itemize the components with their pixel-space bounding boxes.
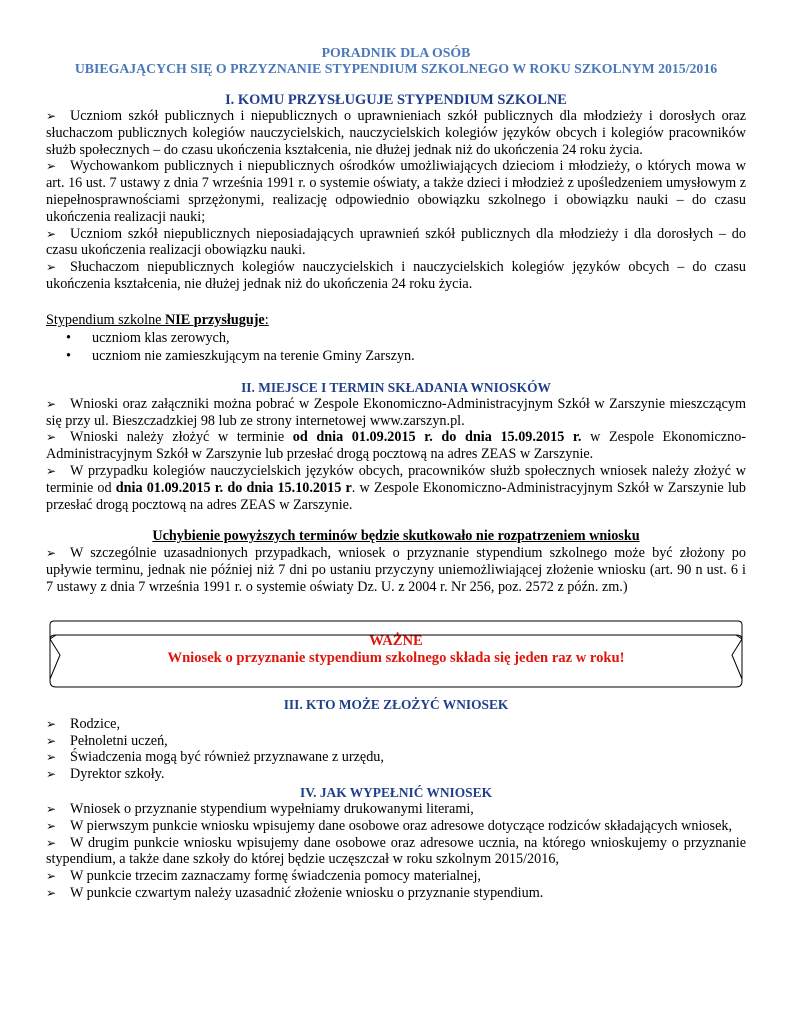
section4-heading: IV. JAK WYPEŁNIĆ WNIOSEK bbox=[300, 784, 492, 800]
arrow-bullet-icon: ➢ bbox=[46, 835, 57, 850]
list-item: ➢ W szczególnie uzasadnionych przypadkach, wniosek o przyznanie stypendium szkolnego może być złożony po upływie terminu, jednak nie później niż 7 dni po ustaniu przyczyny uniemożliwiającej złożenie wniosku (art. 90 n ust. 6 i 7 ustawy z dnia 7 września 1991 r. o systemie oświaty Dz. U. z 2004 r. Nr 256, poz. 2572 z późn. zm.) bbox=[46, 545, 746, 595]
arrow-bullet-icon: ➢ bbox=[46, 463, 57, 478]
arrow-bullet-icon: ➢ bbox=[46, 396, 57, 411]
banner-text bbox=[48, 633, 744, 667]
section1-heading: I. KOMU PRZYSŁUGUJE STYPENDIUM SZKOLNE bbox=[225, 92, 567, 108]
list-item: ➢ Rodzice, bbox=[46, 715, 121, 732]
list-item: • uczniom nie zamieszkującym na terenie Gminy Zarszyn. bbox=[66, 347, 415, 364]
arrow-bullet-icon: ➢ bbox=[46, 546, 57, 561]
list-item: ➢ Wnioski oraz załączniki można pobrać w Zespole Ekonomiczno-Administracyjnym Szkół w Zarszynie mieszczącym się przy ul. Bieszczadzkiej 98 lub ze strony internetowej www.zarszyn.pl. bbox=[46, 395, 746, 429]
arrow-bullet-icon: ➢ bbox=[46, 767, 57, 782]
arrow-bullet-icon: ➢ bbox=[46, 159, 57, 174]
list-item: ➢ Uczniom szkół publicznych i niepublicznych o uprawnieniach szkół publicznych dla młodzieży i dorosłych oraz słuchaczom publicznych kolegiów nauczycielskich, nauczycielskich kolegiów języków obcych i kolegiów pracowników służb społecznych – do czasu ukończenia kształcenia, nie dłużej jednak niż do ukończenia 24 roku życia. bbox=[46, 108, 746, 158]
list-item: ➢ Wniosek o przyznanie stypendium wypełniamy drukowanymi literami, bbox=[46, 800, 474, 817]
section4-list bbox=[46, 801, 746, 902]
doc-title-line1: PORADNIK DLA OSÓB bbox=[321, 45, 471, 60]
list-item: ➢ Wychowankom publicznych i niepublicznych ośrodków umożliwiających dzieciom i młodzieży, o których mowa w art. 16 ust. 7 ustawy z dnia 7 września 1991 r. o systemie oświaty, a także dzieci i młodzież z upośledzeniem umysłowym z niepełnosprawnościami sprzężonymi, realizację odpowiednio obowiązku szkolnego i obowiązku nauki – do czasu ukończenia realizacji nauki; bbox=[46, 158, 746, 225]
document-page bbox=[46, 0, 746, 902]
list-item: ➢ Uczniom szkół niepublicznych nieposiadających uprawnień szkół publicznych dla młodzieży i dla dorosłych – do czasu ukończenia realizacji obowiązku nauki. bbox=[46, 225, 746, 259]
list-item: ➢ W przypadku kolegiów nauczycielskich języków obcych, pracowników służb społecznych wniosek należy złożyć w terminie od dnia 01.09.2015 r. do dnia 15.10.2015 r. w Zespole Ekonomiczno-Administracyjnym Szkół w Zarszynie lub przesłać drogą pocztową na adres ZEAS w Zarszynie. bbox=[46, 462, 746, 513]
not-entitled-list bbox=[46, 329, 746, 365]
section2-list bbox=[46, 396, 746, 514]
list-item: ➢ Pełnoletni uczeń, bbox=[46, 732, 168, 749]
arrow-bullet-icon: ➢ bbox=[46, 260, 57, 275]
section1-list bbox=[46, 108, 746, 293]
deadline-warning: Uchybienie powyższych terminów będzie skutkowało nie rozpatrzeniem wniosku bbox=[152, 528, 640, 545]
list-item: ➢ W pierwszym punkcie wniosku wpisujemy dane osobowe oraz adresowe dotyczące rodziców składających wniosek, bbox=[46, 817, 733, 834]
dot-bullet-icon: • bbox=[66, 329, 71, 346]
section3-heading: III. KTO MOŻE ZŁOŻYĆ WNIOSEK bbox=[283, 696, 509, 712]
list-item: ➢ W punkcie trzecim zaznaczamy formę świadczenia pomocy materialnej, bbox=[46, 868, 481, 885]
arrow-bullet-icon: ➢ bbox=[46, 885, 57, 900]
banner-title: WAŻNE bbox=[369, 632, 423, 649]
important-banner bbox=[48, 619, 744, 691]
arrow-bullet-icon: ➢ bbox=[46, 716, 57, 731]
list-item: ➢ W punkcie czwartym należy uzasadnić złożenie wniosku o przyznanie stypendium. bbox=[46, 884, 544, 901]
list-item: ➢ W drugim punkcie wniosku wpisujemy dane osobowe oraz adresowe ucznia, na którego wnioskujemy o przyznanie stypendium, a także dane szkoły do której będzie uczęszczał w roku szkolnym 2015/2016, bbox=[46, 834, 746, 868]
arrow-bullet-icon: ➢ bbox=[46, 750, 57, 765]
section2-heading: II. MIEJSCE I TERMIN SKŁADANIA WNIOSKÓW bbox=[241, 379, 551, 395]
banner-message: Wniosek o przyznanie stypendium szkolnego składa się jeden raz w roku! bbox=[167, 649, 625, 666]
arrow-bullet-icon: ➢ bbox=[46, 869, 57, 884]
list-item: ➢ Słuchaczom niepublicznych kolegiów nauczycielskich i nauczycielskich kolegiów języków obcych – do czasu ukończenia kształcenia, nie dłużej jednak niż do ukończenia 24 roku życia. bbox=[46, 259, 746, 292]
list-item: ➢ Świadczenia mogą być również przyznawane z urzędu, bbox=[46, 749, 384, 766]
doc-title-line2: UBIEGAJĄCYCH SIĘ O PRZYZNANIE STYPENDIUM SZKOLNEGO W ROKU SZKOLNYM 2015/2016 bbox=[74, 61, 718, 76]
dot-bullet-icon: • bbox=[66, 347, 71, 364]
arrow-bullet-icon: ➢ bbox=[46, 109, 57, 123]
arrow-bullet-icon: ➢ bbox=[46, 430, 57, 445]
arrow-bullet-icon: ➢ bbox=[46, 818, 57, 833]
list-item: ➢ Dyrektor szkoły. bbox=[46, 766, 165, 783]
section3-list bbox=[46, 716, 746, 783]
list-item: ➢ Wnioski należy złożyć w terminie od dnia 01.09.2015 r. do dnia 15.09.2015 r. w Zespole Ekonomiczno-Administracyjnym Szkół w Zarszynie lub przesłać drogą pocztową na adres ZEAS w Zarszynie. bbox=[46, 429, 747, 463]
not-entitled-heading: Stypendium szkolne NIE przysługuje: bbox=[46, 311, 269, 328]
arrow-bullet-icon: ➢ bbox=[46, 733, 57, 748]
list-item: • uczniom klas zerowych, bbox=[66, 329, 230, 346]
arrow-bullet-icon: ➢ bbox=[46, 801, 57, 816]
arrow-bullet-icon: ➢ bbox=[46, 226, 57, 241]
